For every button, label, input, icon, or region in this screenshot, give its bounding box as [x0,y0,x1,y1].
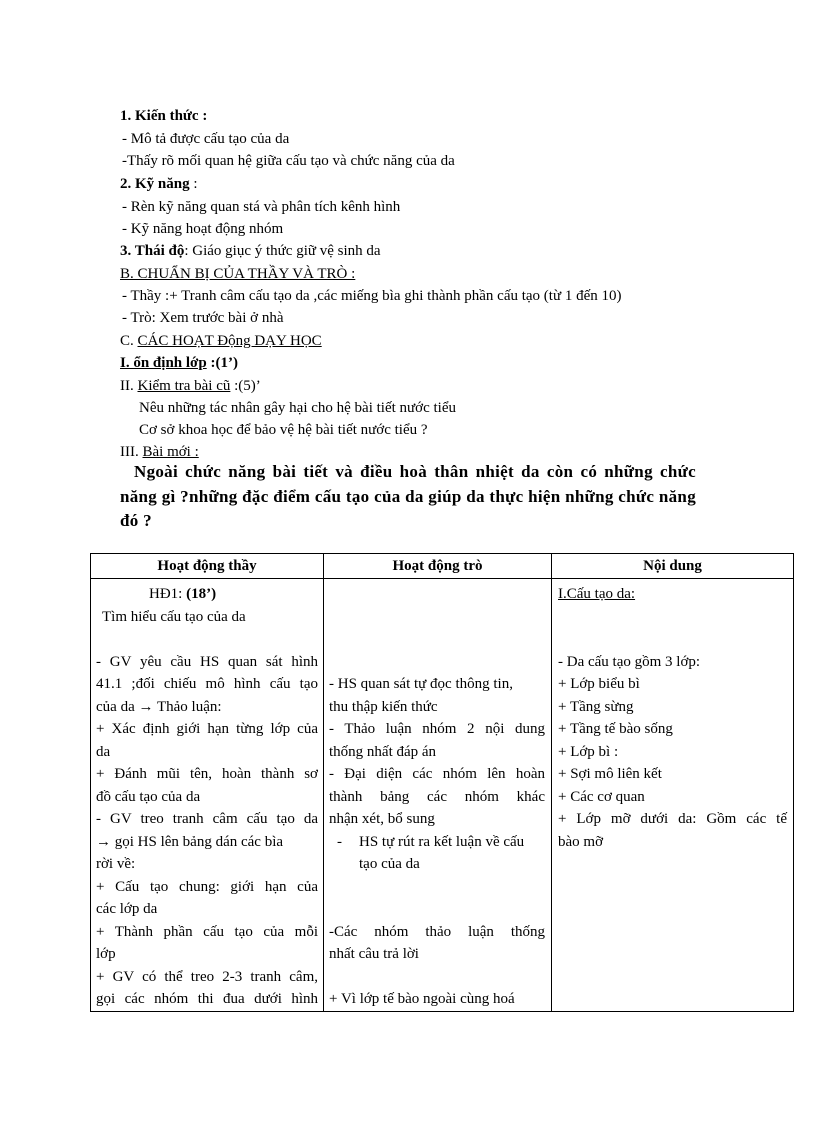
stabilize-label: I. ổn định lớp [120,355,207,371]
review-line [120,376,261,396]
stabilize-line [120,353,238,373]
right-arrow-icon: → [138,698,154,715]
teacher-line: 41.1 ;đối chiếu mô hình cấu tạo [96,676,318,692]
teacher-line: - GV treo tranh câm cấu tạo da [96,811,318,827]
hd1-time: (18’) [186,586,217,602]
teacher-line: da [96,743,111,760]
student-column [324,579,552,1012]
content-line: + Lớp biểu bì [558,676,640,692]
new-prefix: III. [120,444,143,460]
teacher-line: của da [96,698,139,715]
review-question-2: Cơ sở khoa học để bảo vệ hệ bài tiết nước tiểu ? [139,422,428,438]
header-student: Hoạt động trò [324,554,552,579]
teacher-line: + Xác định giới hạn từng lớp của [96,721,318,737]
blank-line [329,606,545,629]
student-line: - Thảo luận nhóm 2 nội dung [329,721,545,737]
teacher-line: gọi HS lên bảng dán các bìa [111,833,284,850]
activities-prefix: C. [120,333,138,349]
teacher-line-arrow [96,831,318,854]
student-line: thu thập kiến thức [329,698,438,715]
blank-line [329,651,545,674]
review-label: Kiểm tra bài cũ [137,378,231,394]
student-line: - Đại diện các nhóm lên hoàn [329,766,545,782]
teacher-line: rời về: [96,856,136,872]
teacher-line: Tìm hiểu cấu tạo của da [102,608,246,625]
skills-colon: : [189,176,198,192]
blank-line [329,628,545,651]
prep-student: - Trò: Xem trước bài ở nhà [122,310,284,326]
teacher-line: Thảo luận: [153,698,222,715]
teacher-line: + GV có thể treo 2-3 tranh câm, [96,968,318,985]
teacher-line: lớp [96,946,116,962]
teacher-column [91,579,324,1012]
hd1-line [96,583,318,606]
skills-heading: 2. Kỹ năng [120,176,190,192]
content-line: - Da cấu tạo gồm 3 lớp: [558,653,701,670]
teacher-line: gọi các nhóm thi đua dưới hình [96,991,318,1007]
lesson-intro: Ngoài chức năng bài tiết và điều hoà thân nhiệt da còn có những chức năng gì ?những đặc điểm cấu tạo của da giúp da thực hiện những chức năng đó ? [120,462,696,530]
new-lesson-line [120,442,199,462]
hd1-label: HĐ1: [149,586,187,602]
new-label: Bài mới : [142,444,199,460]
teacher-line: + Cấu tạo chung: giới hạn của [96,878,318,895]
knowledge-item-2: -Thấy rõ mối quan hệ giữa cấu tạo và chức năng của da [122,153,455,169]
blank-line [558,628,787,651]
teacher-line: - GV yêu cầu HS quan sát hình [96,653,318,670]
student-line: thống nhất đáp án [329,743,437,760]
student-line: nhất câu trả lời [329,946,419,962]
student-line: -Các nhóm thảo luận thống [329,923,545,940]
student-line: thành bảng các nhóm khác [329,788,545,805]
prep-teacher: - Thầy :+ Tranh câm cấu tạo da ,các miếng bìa ghi thành phần cấu tạo (từ 1 đến 10) [122,288,622,304]
header-content: Nội dung [552,554,794,579]
activities-heading-line [120,331,322,351]
blank-line [329,876,545,899]
header-teacher: Hoạt động thầy [91,554,324,579]
student-line-bullet [329,831,545,854]
teacher-line: các lớp da [96,901,158,917]
blank-line [329,898,545,921]
skills-item-2: - Kỹ năng hoạt động nhóm [122,221,284,237]
content-line: + Tầng tế bào sống [558,721,673,737]
student-line: + Vì lớp tế bào ngoài cùng hoá [329,991,515,1007]
blank-line [329,583,545,606]
skills-heading-line [120,174,198,194]
student-line: HS tự rút ra kết luận về cấu [359,833,525,850]
content-line: + Sợi mô liên kết [558,766,662,782]
teacher-line-arrow [96,696,318,719]
table-row [91,579,794,1012]
activities-heading: CÁC HOẠT Động DẠY HỌC [137,333,322,349]
review-question-1: Nêu những tác nhân gây hại cho hệ bài tiết nước tiểu [139,400,457,416]
student-line: nhận xét, bổ sung [329,811,435,827]
skills-item-1: - Rèn kỹ năng quan stá và phân tích kênh hình [122,199,401,215]
table-header-row [91,554,794,579]
attitude-line [120,241,381,261]
teacher-line: + Đánh mũi tên, hoàn thành sơ [96,766,318,782]
teacher-line: + Thành phần cấu tạo của mỗi [96,923,318,940]
content-line: + Tầng sừng [558,698,634,715]
stabilize-time: :(1’) [206,355,238,371]
content-line: + Lớp bì : [558,743,619,760]
knowledge-item-1: - Mô tả được cấu tạo của da [122,131,290,147]
student-line: - HS quan sát tự đọc thông tin, [329,676,513,692]
content-line: + Các cơ quan [558,788,645,805]
content-line: bào mỡ [558,833,604,850]
right-arrow-icon: → [96,833,111,850]
review-time: :(5)’ [230,378,261,394]
content-column [552,579,794,1012]
attitude-heading: 3. Thái độ [120,243,185,259]
blank-line [558,606,787,629]
content-line: + Lớp mỡ dưới da: Gồm các tế [558,811,787,827]
attitude-text: : Giáo giục ý thức giữ vệ sinh da [184,243,381,259]
student-bullet: - [337,833,342,850]
knowledge-heading: 1. Kiến thức : [120,108,208,124]
blank-line [329,966,545,989]
blank-line [96,628,318,651]
student-line: tạo của da [359,856,420,872]
teacher-line: đồ cấu tạo của da [96,788,201,805]
prep-heading: B. CHUẨN BỊ CỦA THẦY VÀ TRÒ : [120,266,356,282]
review-prefix: II. [120,378,138,394]
activity-table [90,553,794,1012]
content-heading: I.Cấu tạo da: [558,586,636,602]
